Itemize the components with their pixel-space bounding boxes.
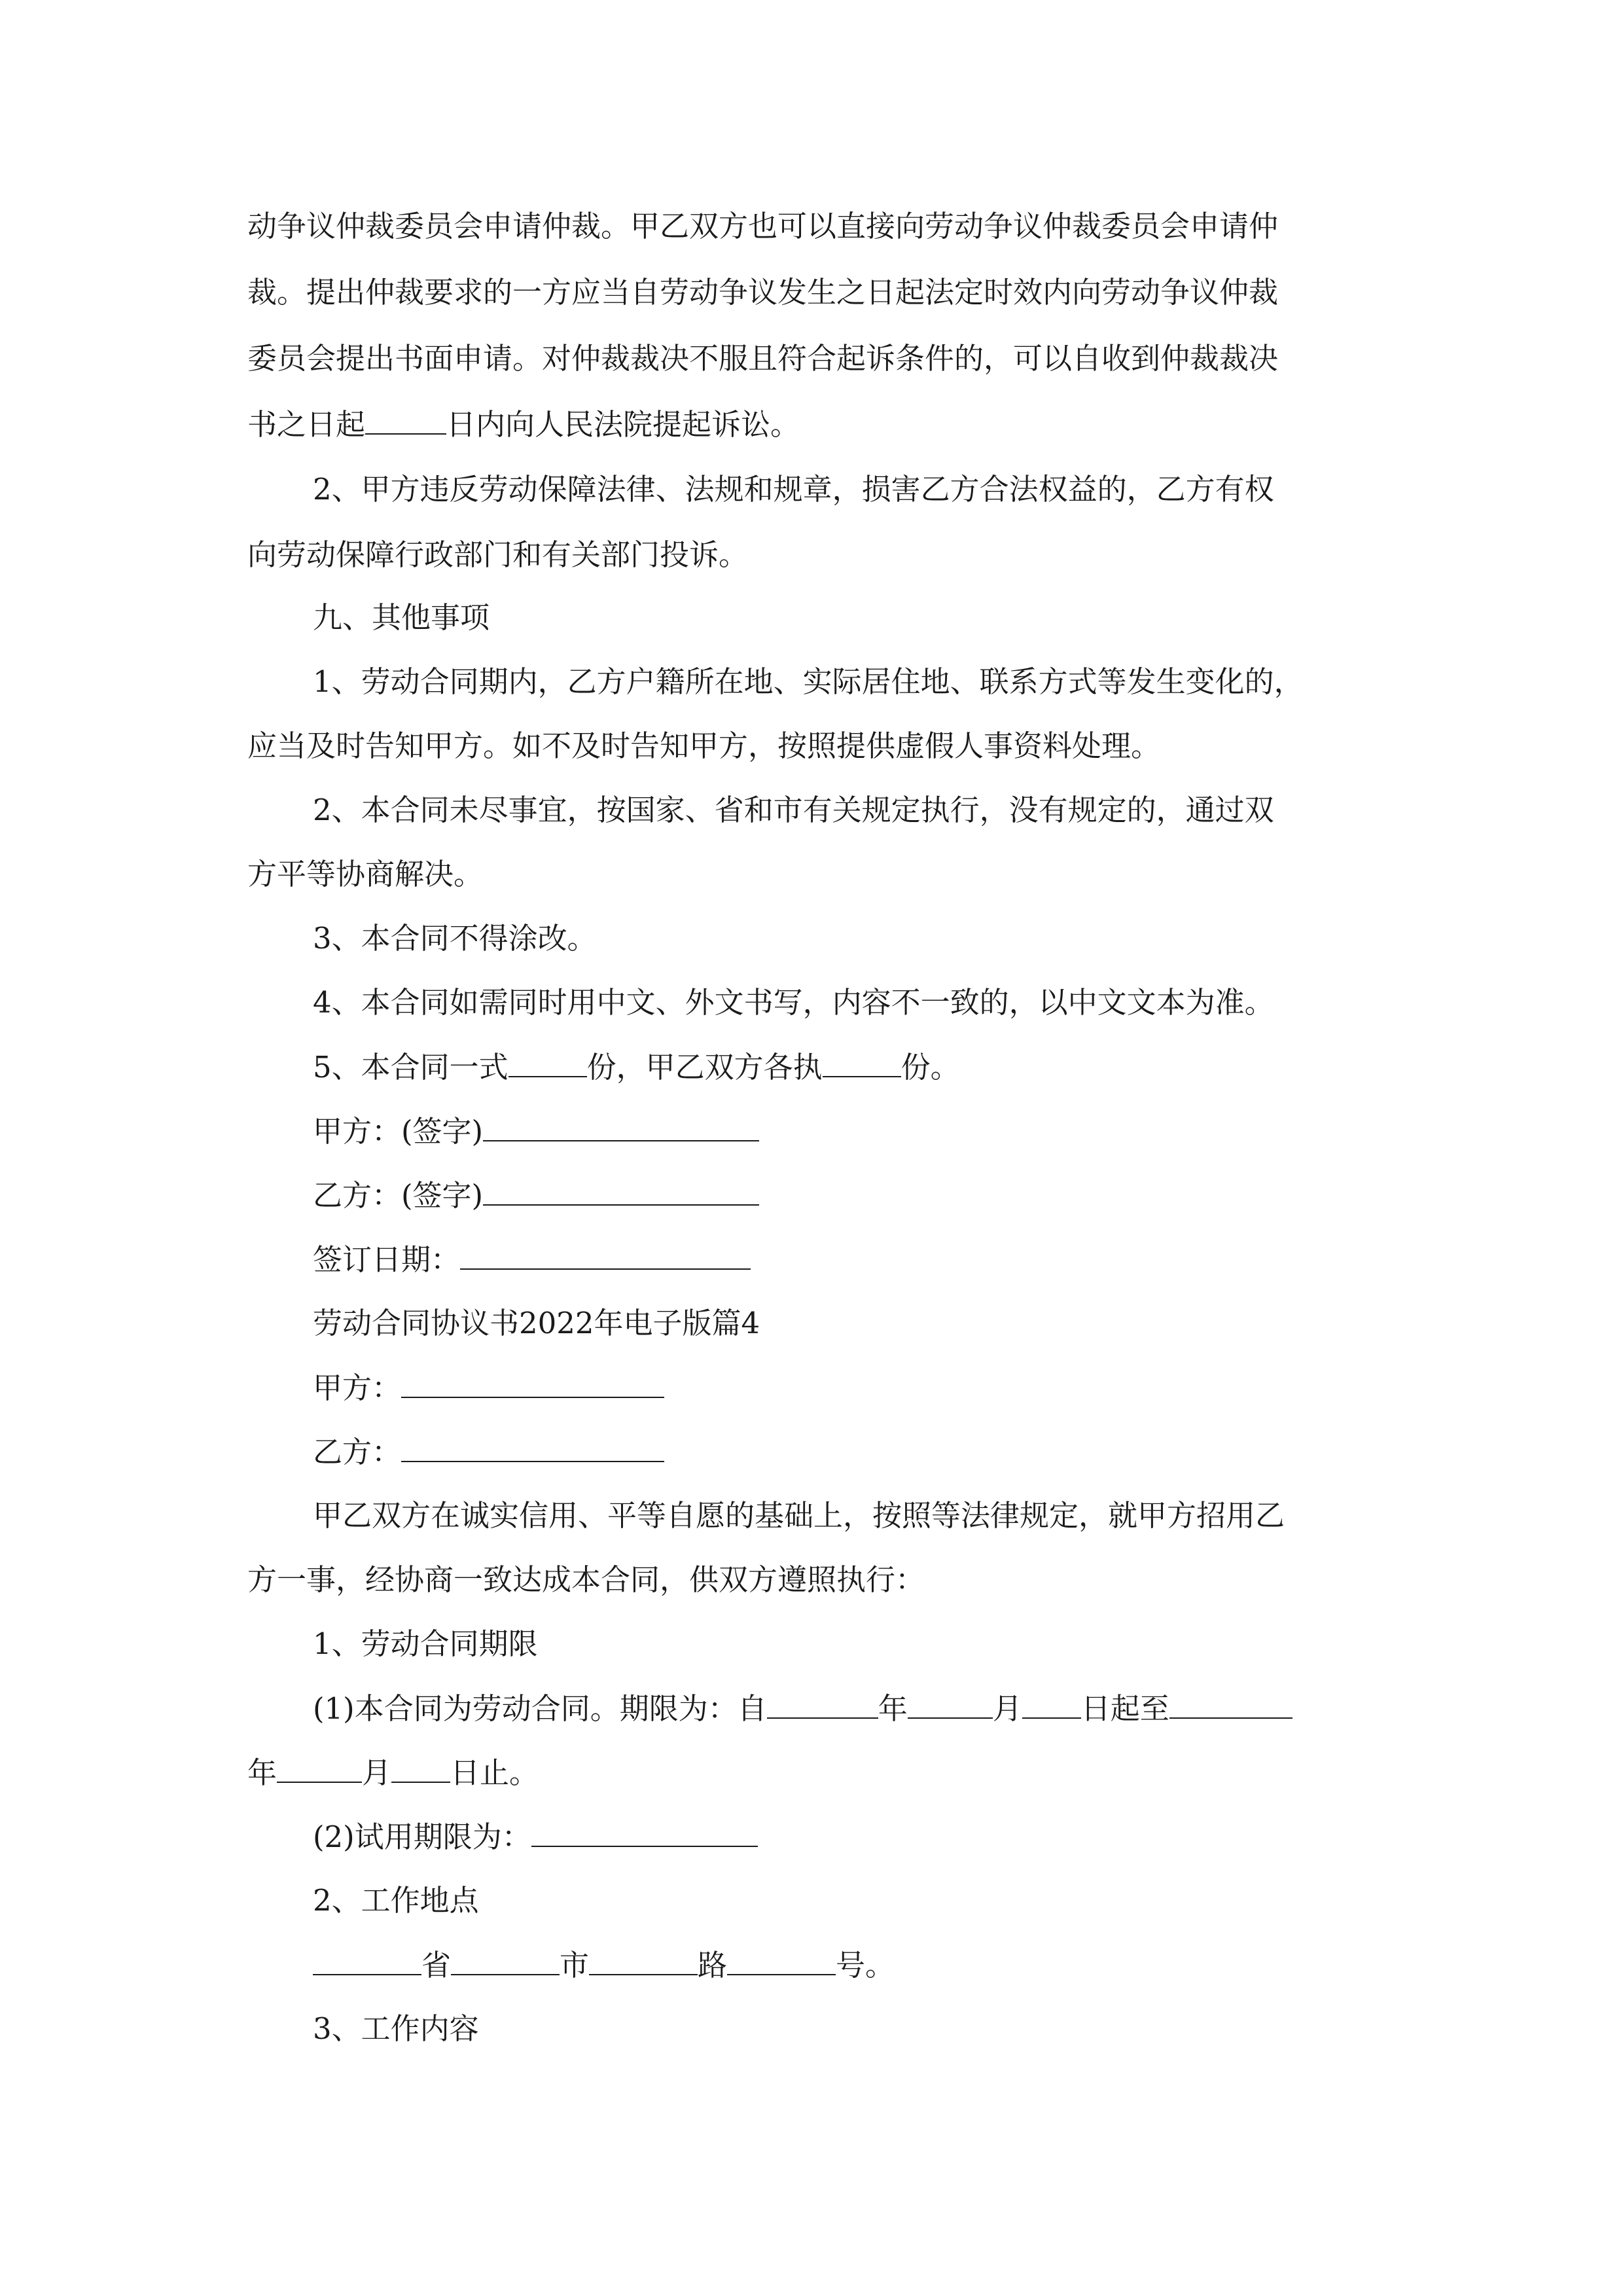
start-month-blank [908,1689,993,1719]
item-5 [313,1047,960,1087]
arbitration-text-a: 书之日起 [247,407,366,442]
copies-total-blank [508,1047,587,1077]
arbitration-text-b: 日内向人民法院提起诉讼。 [446,407,800,442]
party-b-blank [401,1432,664,1462]
work-address [313,1945,895,1985]
content-heading: 3、工作内容 [313,2011,479,2046]
item-5-text-b: 份，甲乙双方各执 [586,1050,823,1085]
signing-date-blank [460,1240,751,1270]
term-1-year: 年 [878,1691,908,1726]
paragraph-complaint-line-1: 2、甲方违反劳动保障法律、法规和规章，损害乙方合法权益的，乙方有权 [313,472,1274,507]
term-1-end: 日止。 [450,1755,539,1790]
number-label: 号。 [836,1948,895,1982]
party-b-label: 乙方： [313,1435,402,1469]
signature-party-b-blank [483,1175,759,1206]
province-blank [313,1945,421,1975]
signing-date-label: 签订日期： [313,1242,461,1277]
probation-label: (2)试用期限为： [313,1820,531,1854]
paragraph-complaint-line-2: 向劳动保障行政部门和有关部门投诉。 [247,537,749,572]
party-a-label: 甲方： [313,1371,402,1405]
signature-party-a-label: 甲方：(签字) [313,1114,484,1149]
term-1-until: 日起至 [1080,1691,1169,1726]
term-heading: 1、劳动合同期限 [313,1626,538,1661]
province-label: 省 [421,1948,452,1982]
term-1-month: 月 [992,1691,1022,1726]
intro-line-1: 甲乙双方在诚实信用、平等自愿的基础上，按照等法律规定，就甲方招用乙 [313,1498,1285,1533]
probation-blank [531,1817,758,1847]
item-1-line-2: 应当及时告知甲方。如不及时告知甲方，按照提供虚假人事资料处理。 [247,728,1161,763]
term-2 [313,1817,758,1857]
section-heading-other-matters: 九、其他事项 [313,600,490,635]
intro-line-2: 方一事，经协商一致达成本合同，供双方遵照执行： [247,1562,925,1597]
road-blank [589,1945,698,1975]
copies-each-blank [823,1047,901,1077]
start-year-blank [767,1689,878,1719]
paragraph-arbitration-line-1: 动争议仲裁委员会申请仲裁。甲乙双方也可以直接向劳动争议仲裁委员会申请仲 [247,209,1279,243]
end-month-blank [277,1753,362,1783]
item-3: 3、本合同不得涂改。 [313,921,597,956]
signature-party-a [313,1111,759,1151]
days-blank [365,404,446,435]
signature-party-a-blank [483,1111,759,1141]
term-1-line-1 [313,1689,1293,1729]
city-blank [451,1945,560,1975]
term-1-end-year: 年 [247,1755,277,1790]
paragraph-arbitration-line-4 [247,404,800,444]
place-heading: 2、工作地点 [313,1883,479,1918]
contract-4-title: 劳动合同协议书2022年电子版篇4 [313,1306,760,1340]
item-2-line-1: 2、本合同未尽事宜，按国家、省和市有关规定执行，没有规定的，通过双 [313,793,1274,827]
end-year-blank [1169,1689,1293,1719]
item-5-text-a: 5、本合同一式 [313,1050,508,1085]
paragraph-arbitration-line-2: 裁。提出仲裁要求的一方应当自劳动争议发生之日起法定时效内向劳动争议仲裁 [247,275,1279,310]
signature-party-b-label: 乙方：(签字) [313,1178,484,1213]
term-1-line-2 [247,1753,539,1793]
party-a-field [313,1368,664,1408]
signature-party-b [313,1175,759,1215]
number-blank [727,1945,836,1975]
party-a-blank [401,1368,664,1398]
party-b-field [313,1432,664,1472]
term-1-end-month: 月 [362,1755,392,1790]
item-1-line-1: 1、劳动合同期内，乙方户籍所在地、实际居住地、联系方式等发生变化的， [313,664,1304,699]
item-5-text-c: 份。 [901,1050,960,1085]
term-1-text-a: (1)本合同为劳动合同。期限为：自 [313,1691,767,1726]
item-4: 4、本合同如需同时用中文、外文书写，内容不一致的，以中文文本为准。 [313,985,1274,1020]
end-day-blank [391,1753,450,1783]
item-2-line-2: 方平等协商解决。 [247,857,484,891]
road-label: 路 [698,1948,728,1982]
start-day-blank [1022,1689,1081,1719]
signing-date [313,1240,751,1280]
city-label: 市 [560,1948,590,1982]
paragraph-arbitration-line-3: 委员会提出书面申请。对仲裁裁决不服且符合起诉条件的，可以自收到仲裁裁决 [247,341,1279,376]
